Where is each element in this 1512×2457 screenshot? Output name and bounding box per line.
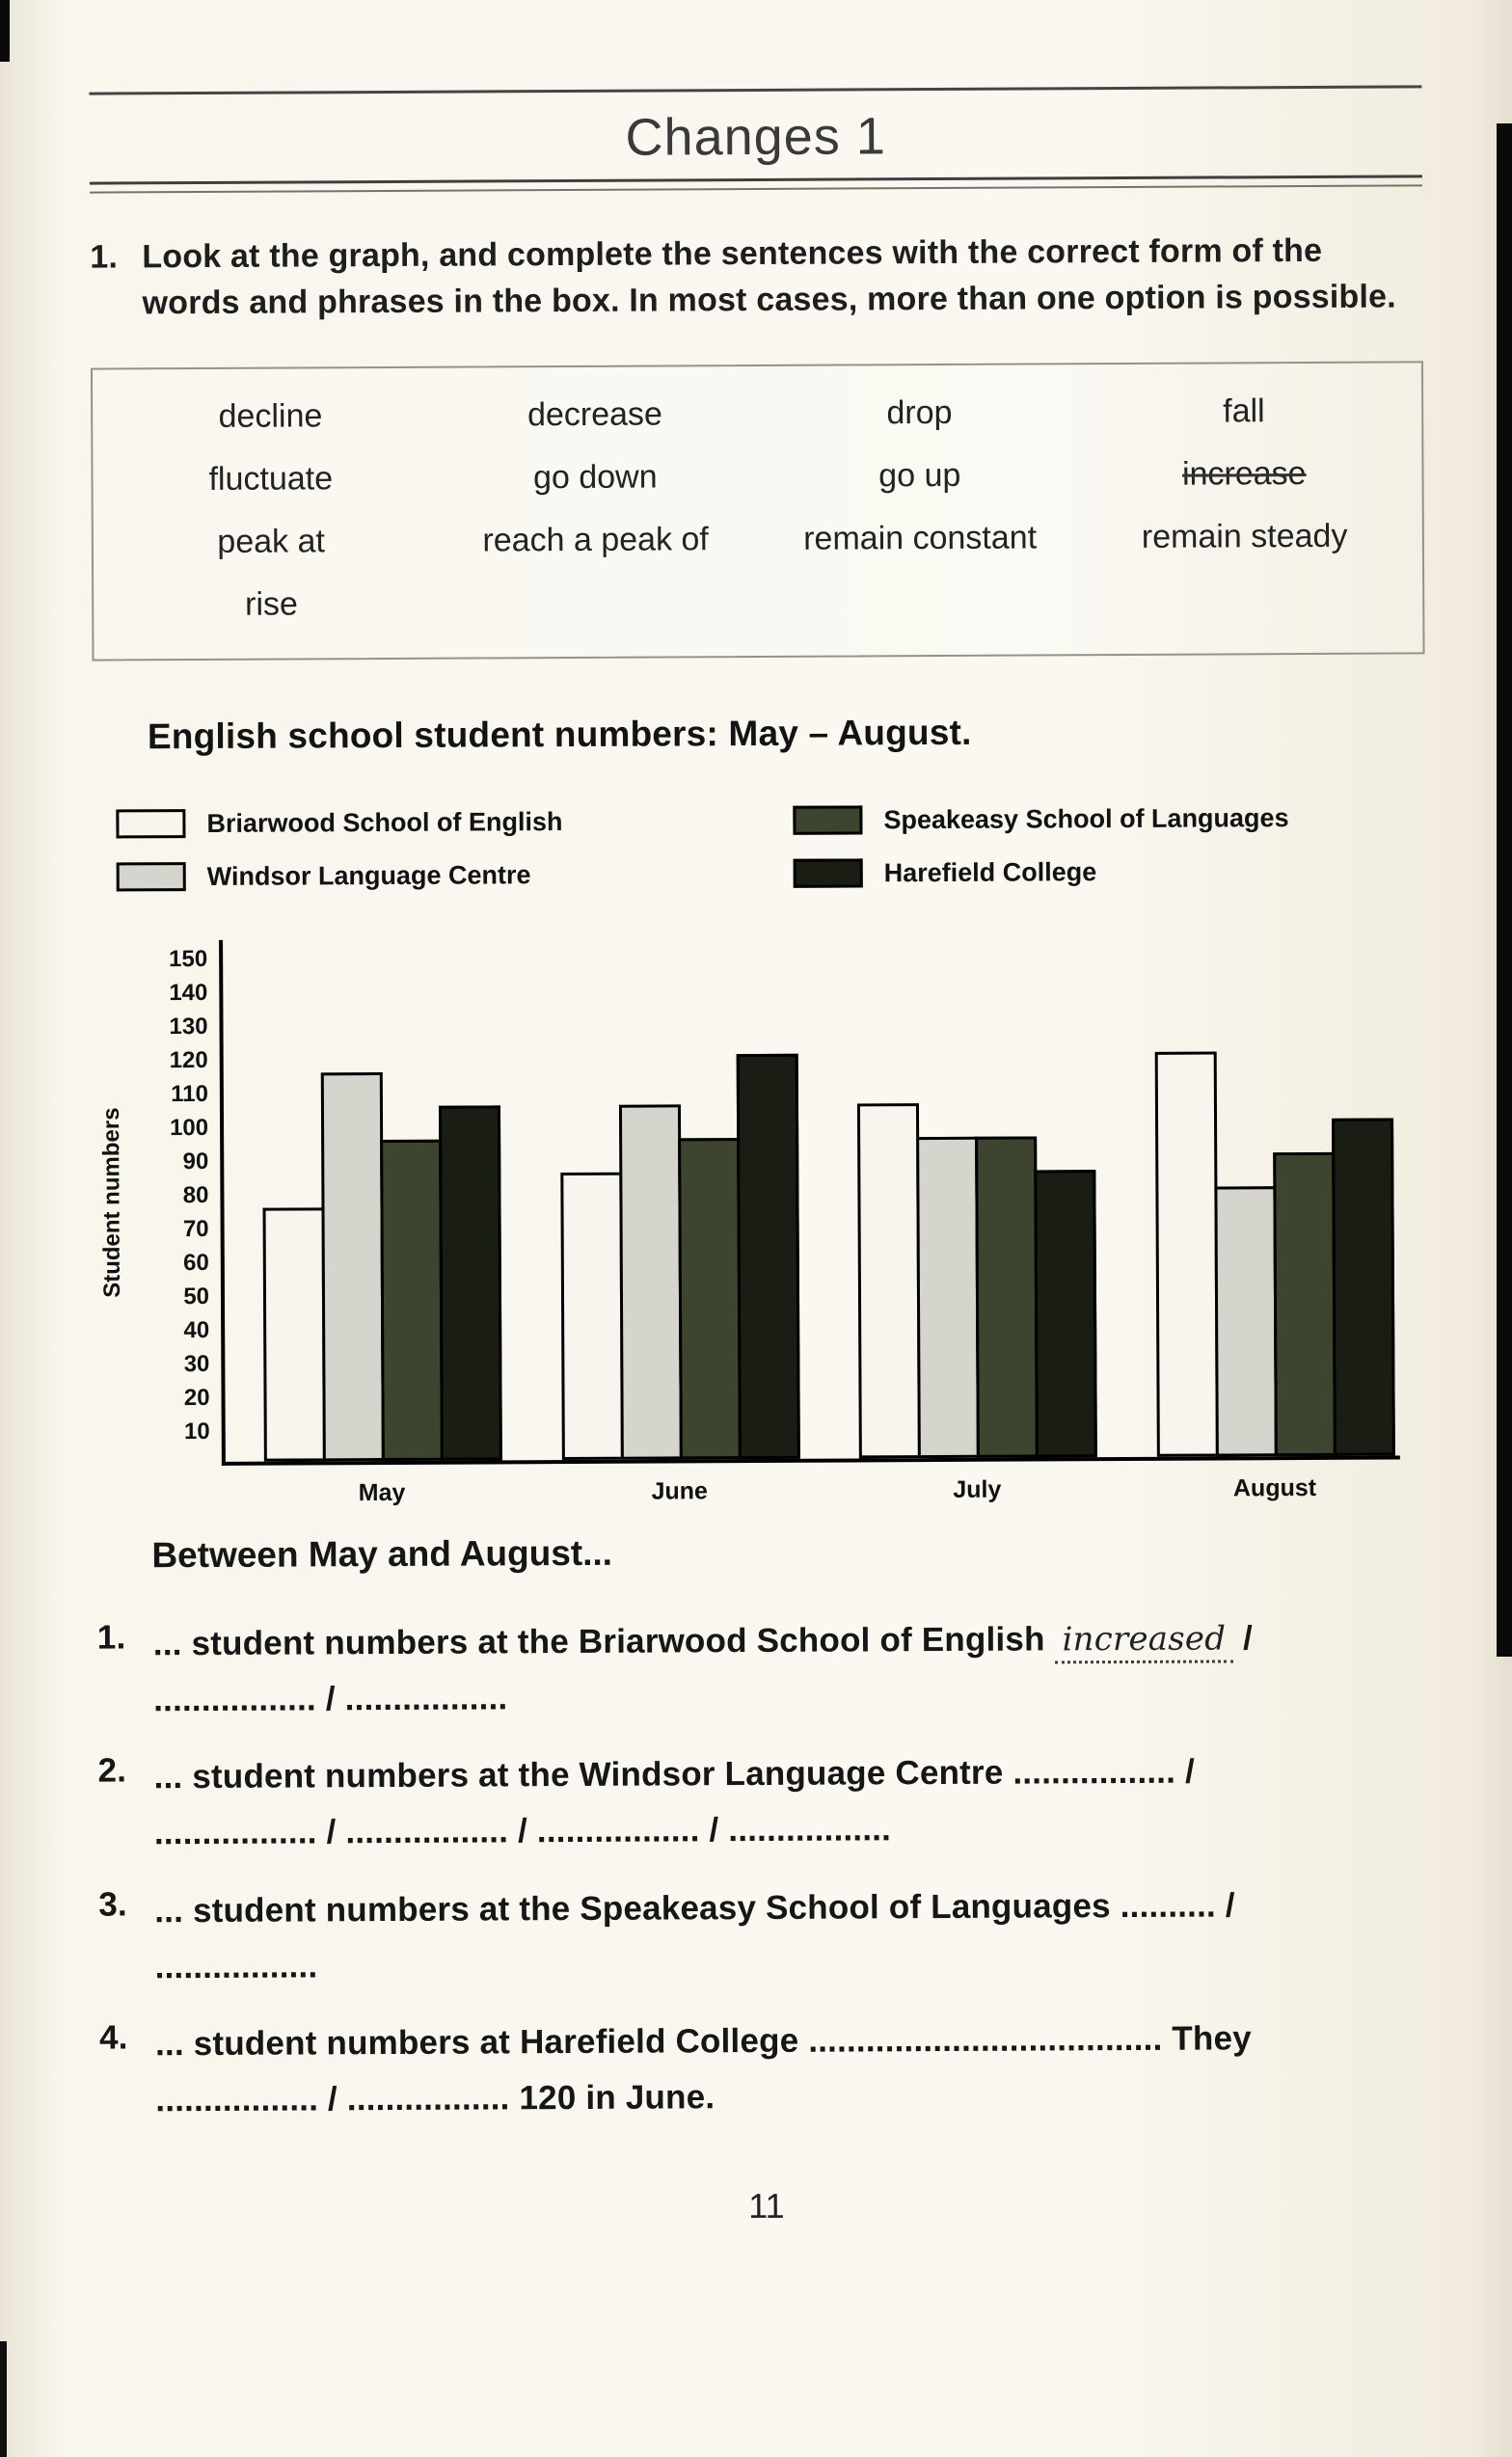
y-tick-label: 50 (183, 1282, 210, 1310)
word-box-item: drop (886, 393, 953, 431)
bar-harefield-august (1332, 1118, 1395, 1455)
word-box-item: peak at (217, 522, 326, 560)
bar-speakeasy-july (975, 1136, 1039, 1457)
bar-speakeasy-august (1273, 1151, 1336, 1455)
bar-speakeasy-may (380, 1139, 444, 1460)
word-box-item: fluctuate (208, 459, 334, 498)
bar-chart (84, 933, 1400, 1506)
page-title: Changes 1 (625, 107, 886, 167)
title-rule-bottom-1 (90, 175, 1422, 184)
instruction-text: Look at the graph, and complete the sentences with the correct form of the words and phrases in the box. In most cases, more than one option is possible. (142, 231, 1396, 322)
y-axis-label: Student numbers (97, 1107, 125, 1299)
question-line2: ................. / ................. 120 in June. (155, 2078, 716, 2120)
question-item (99, 2012, 1433, 2127)
y-axis-label-column (84, 940, 140, 1466)
legend-label: Windsor Language Centre (206, 859, 531, 891)
handwritten-answer: increased (1054, 1619, 1233, 1663)
legend-swatch (116, 809, 185, 838)
bar-speakeasy-june (678, 1138, 742, 1459)
title-rule-bottom-2 (90, 184, 1422, 193)
y-tick-label: 70 (182, 1215, 209, 1242)
word-box-item: remain steady (1141, 517, 1348, 555)
question-item (97, 1744, 1431, 1860)
y-tick-label: 80 (182, 1181, 209, 1208)
question-item (97, 1611, 1431, 1727)
bar-windsor-july (916, 1136, 980, 1457)
y-tick-label: 140 (169, 979, 208, 1006)
bar-group-july (857, 1102, 1094, 1503)
word-box-item: reach a peak of (482, 520, 709, 559)
y-tick-label: 100 (169, 1114, 209, 1141)
x-axis-label-may: May (358, 1478, 406, 1506)
y-tick-label: 120 (169, 1046, 208, 1073)
word-box (91, 361, 1425, 661)
title-rule-top (89, 85, 1421, 94)
bar-group-august (1155, 1050, 1392, 1501)
question-number: 2. (97, 1751, 127, 1790)
legend-label: Speakeasy School of Languages (883, 802, 1289, 834)
y-tick-label: 40 (183, 1316, 210, 1343)
page-number: 11 (748, 2185, 785, 2226)
question-line1 (154, 1878, 1431, 1937)
word-box-item (1083, 580, 1408, 619)
question-line1 (153, 1611, 1430, 1670)
question-item (98, 1878, 1432, 1994)
instruction-number: 1. (90, 238, 119, 276)
word-box-row (108, 454, 1406, 499)
question-line2: ................. (154, 1947, 318, 1986)
word-box-item: go down (532, 458, 658, 496)
y-tick-label: 60 (183, 1249, 209, 1276)
between-text: Between May and August... (151, 1532, 613, 1575)
word-box-item: go up (878, 456, 961, 494)
x-axis-label-june: June (651, 1476, 708, 1505)
answer-separator: / (1233, 1618, 1254, 1657)
bar-briarwood-august (1155, 1051, 1219, 1456)
legend-item (116, 805, 793, 839)
y-tick-label: 90 (182, 1148, 209, 1174)
y-axis-ticks (137, 939, 222, 1465)
y-tick-label: 10 (183, 1418, 210, 1444)
bar-briarwood-july (857, 1103, 921, 1458)
x-axis-label-august: August (1232, 1473, 1317, 1501)
question-number: 4. (98, 2018, 128, 2057)
bar-group-may (262, 1071, 500, 1506)
y-tick-label: 110 (171, 1080, 208, 1107)
legend-item (117, 858, 794, 892)
question-line1 (155, 2012, 1432, 2070)
bar-harefield-july (1035, 1170, 1098, 1457)
word-box-item: rise (244, 585, 298, 623)
question-text: ... student numbers at the Windsor Language Centre ................. / (153, 1752, 1196, 1796)
questions-list (97, 1611, 1433, 2127)
word-box-row (109, 580, 1407, 624)
question-text: ... student numbers at Harefield College ..................................... They (154, 2019, 1252, 2064)
word-box-item: decline (218, 396, 323, 435)
question-text: ... student numbers at the Speakeasy School of Languages .......... / (154, 1885, 1235, 1930)
word-box-item: fall (1223, 392, 1265, 429)
bar-briarwood-may (263, 1207, 326, 1461)
plot-area (219, 933, 1400, 1506)
legend-swatch (793, 805, 862, 834)
chart-legend (116, 802, 1425, 892)
scan-edge-bottom-left (0, 2341, 7, 2457)
word-box-row (109, 517, 1407, 561)
word-box-item: decrease (526, 395, 662, 433)
y-tick-label: 130 (169, 1012, 208, 1040)
bar-briarwood-june (560, 1172, 624, 1459)
legend-swatch (794, 858, 863, 887)
bar-windsor-june (619, 1104, 683, 1459)
legend-label: Briarwood School of English (206, 806, 563, 838)
legend-label: Harefield College (883, 856, 1097, 887)
word-box-item: remain constant (803, 518, 1038, 557)
bar-harefield-may (439, 1105, 502, 1460)
legend-item (793, 802, 1425, 835)
legend-item (794, 855, 1426, 888)
question-line2: ................. / ................. (153, 1679, 508, 1719)
question-line1 (153, 1744, 1430, 1803)
bar-harefield-june (736, 1053, 799, 1458)
word-box-item (758, 581, 1083, 621)
exercise-instruction (90, 227, 1422, 327)
question-line2: ................. / ................. / ................. / ................. (153, 1810, 892, 1852)
word-box-item (434, 583, 759, 623)
x-axis-label-july: July (953, 1475, 1002, 1503)
word-box-row (108, 392, 1406, 436)
bar-group-june (559, 1053, 796, 1505)
y-tick-label: 150 (169, 945, 208, 972)
y-tick-label: 30 (183, 1350, 210, 1377)
bar-windsor-may (321, 1072, 385, 1461)
chart-heading: English school student numbers: May – August. (147, 712, 972, 756)
question-number: 3. (98, 1884, 127, 1924)
question-number: 1. (96, 1617, 126, 1657)
y-tick-label: 20 (183, 1384, 210, 1411)
question-text: ... student numbers at the Briarwood School of English (152, 1619, 1055, 1662)
bar-windsor-august (1214, 1186, 1277, 1456)
title-block (89, 85, 1422, 193)
legend-swatch (117, 862, 186, 891)
word-box-item: increase (1181, 454, 1307, 493)
